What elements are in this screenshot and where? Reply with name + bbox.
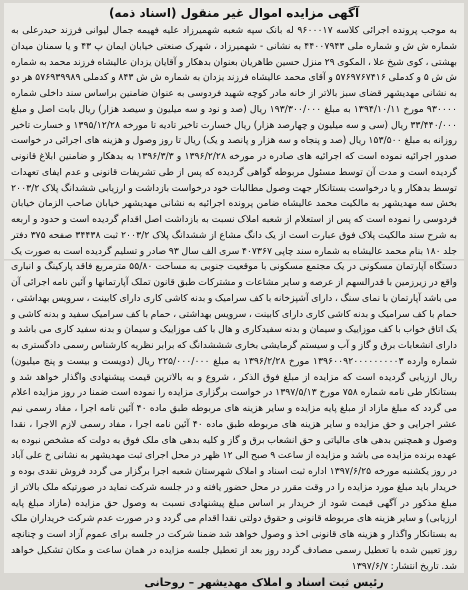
notice-signature: رئیس ثبت اسناد و املاک مهدیشهر – روحانی <box>144 576 384 590</box>
paper-fold <box>4 259 464 261</box>
notice-body: به موجب پرونده اجرائی کلاسه ۹۶۰۰۰۱۷ له بانک سپه شعبه شهمیرزاد علیه فهیمه جمال لیوانی فرزند حیدرعلی به شماره ش ش و شماره ملی ۴۴۰۰۷۹۴۳ به نشانی - شهمیرزاد ، شهرک صنعتی خیابان ایمان پ ۴۳ و یا سمنان میدان بهشتی ، کوی شیخ علا ، المکوی ۲۹ منزل حسین طاهریان بعنوان بدهکار و آقایان یزدان عالیشاه فرزند محمد به شماره ش ش ۵ و کدملی ۵۷۶۹۷۶۷۴۱۶ و آقای محمد عالیشاه فرزند یزدان به شماره ش ش ۸۴۳ و کدملی ۵۷۶۹۳۹۹۸۹ هر دو به نشانی مهدیشهر قضای سبز بالاتر از خانه مادر کوچه شهید فردوسی به عنوان ضامنین براساس سند داخلی شماره ۹۳۰۰۰۰ مورخ ۱۳۹۴/۱۰/۱۱ به مبلغ ۱۹۳/۳۰۰/۰۰۰ ریال (صد و نود و سه میلیون و سیصد هزار) ریال بابت اصل و مبلغ ۳۳/۴۴۰/۰۰۰ ریال (سی و سه میلیون و چهارصد هزار) ریال خسارت تاخیر تادیه تا مورخه ۱۳۹۵/۱۲/۲۸ و خسارت تاخیر روزانه به مبلغ ۱۵۳/۵۰۰ ریال (صد و پنجاه و سه هزار و پانصد و یک) ریال تا روز وصول و هزینه های اجرائی در خواست صدور اجرائیه نموده است که اجرائیه های صادره در مورخه ۱۳۹۶/۲/۲۸ و ۱۳۹۶/۳/۳ به بدهکار و ضامنین ابلاغ قانونی گردیده است و مدت آن توسط مسئول مربوطه گواهی گردیده که پس از طی تشریفات قانونی و عدم ایفای تعهدات توسط بدهکار و یا درخواست بستانکار جهت وصول مطالبات خود درخواست بازداشت و ارزیابی ششدانگ پلاک ۲۰۰۳/۲ بخش سه مهدیشهر به مالکیت محمد عالیشاه ضامن پرونده اجرائیه به نشانی مهدیشهر خیابان صاحب الزمان خیابان فردوسی را نموده است که پس از استعلام از شعبه املاک نسبت به بازداشت اصل اقدام گردیده است و حدود و اربعه به شرح سند مالکیت پلاک فوق عبارت است از یک دانگ مشاع از ششدانگ پلاک ۲۰۰۳/۲ ثبت ۳۴۴۳۸ صفحه ۳۷۵ دفتر جلد ۱۸۰ بنام محمد عالیشاه به شماره سند چاپی ۴۰۷۳۶۷ سری الف سال ۹۳ صادر و تسلیم گردیده است به صورت یک دستگاه آپارتمان مسکونی در یک مجتمع مسکونی با موقعیت جنوبی به مساحت ۵۵/۸۰ مترمربع فاقد پارکینگ و انباری واقع در زیرزمین با قدرالسهم از عرصه و سایر مشاعات و مشترکات طبق قانون تملک آپارتمانها و آئین نامه اجرائی آن می باشد آپارتمان با نمای سنگ ، دارای آشپزخانه با کف سرامیک و بدنه کاشی کاری دارای کابینت ، سرویس بهداشتی ، حمام با کف سرامیک و بدنه کاشی کاری دارای کابینت ، سرویس بهداشتی ، حمام با کف سرامیک سفید و بدنه کاشی و یک اتاق خواب با کف موزاییک و سیمان و بدنه سفیدکاری و هال با کف موزاییک و سیمان و بدنه سفید کاری می باشد و دارای انشعابات برق و گاز و آب و سیستم گرمایشی بخاری شششدانگ که برابر نظریه کارشناس رسمی دادگستری به شماره وارده ۱۳۹۶۰۰۹۲۰۰۰۰۰۰۰۰۰۳ مورخ ۱۳۹۶/۲/۲۸ به مبلغ ۲۲۵/۰۰۰/۰۰۰ ریال (دویست و بیست و پنج میلیون) ریال ارزیابی گردیده است که مزایده از مبلغ فوق الذکر ، شروع و به بالاترین قیمت پیشنهادی واگذار خواهد شد و بستانکار طی نامه شماره ۷۵۸ مورخ ۱۳۹۷/۵/۱۳ در خواست برگزاری مزایده را نموده است ضمنا در روز مزایده اعلام می گردد که مبلغ مازاد از مبلغ پایه مزایده و سایر هزینه های مربوطه طبق ماده ۴۰ آئین نامه اجرا ، مفاد رسمی نیم عشر اجرایی و حق مزایده و سایر هزینه های مربوطه طبق ماده ۴۰ آئین نامه اجرا ، مفاد رسمی لازم الاجرا ، نقدا وصول و همچنین بدهی های مالیاتی و حق انشعاب برق و گاز و کلیه بدهی های ملک فوق به دولت که مشخص نبوده به عهده برنده مزایده می باشد و مزایده از ساعت ۹ صبح الی ۱۲ ظهر در محل اجرای ثبت مهدیشهر به نشانی خ علی آباد در روز یکشنبه مورخه ۱۳۹۷/۶/۲۵ اداره ثبت اسناد و املاک شهرستان شعبه اجرا برگزار می گردد فروش نقدی بوده و خریدار باید مبلغ مورد مزایده را در وقت مقرر در محل حضور یافته و در جلسه شرکت نماید در صورتیکه ملک بالاتر از مبلغ مذکور در آگهی قیمت شود از خریدار بر اساس مبلغ پیشنهادی نسبت به وصول حق مزایده (مازاد مبلغ پایه ارزیابی) و سایر هزینه های مربوطه قانونی و حقوق دولتی نقدا اقدام می گردد و در صورت عدم شرکت خریداران ملک به بستانکار واگذار و هزینه های قانونی اخذ و وصول خواهد شد ضمنا شرکت در جلسه برای عموم آزاد است و چنانچه روز تعیین شده با تعطیل رسمی مصادف گردد روز بعد از تعطیل جلسه مزایده در همان ساعت و مکان تشکیل خواهد شد. تاریخ انتشار: ۱۳۹۷/۶/۷ <box>11 25 458 572</box>
notice-title: آگهی مزایده اموال غیر منقول (اسناد ذمه) <box>108 6 360 20</box>
auction-notice <box>4 3 464 590</box>
